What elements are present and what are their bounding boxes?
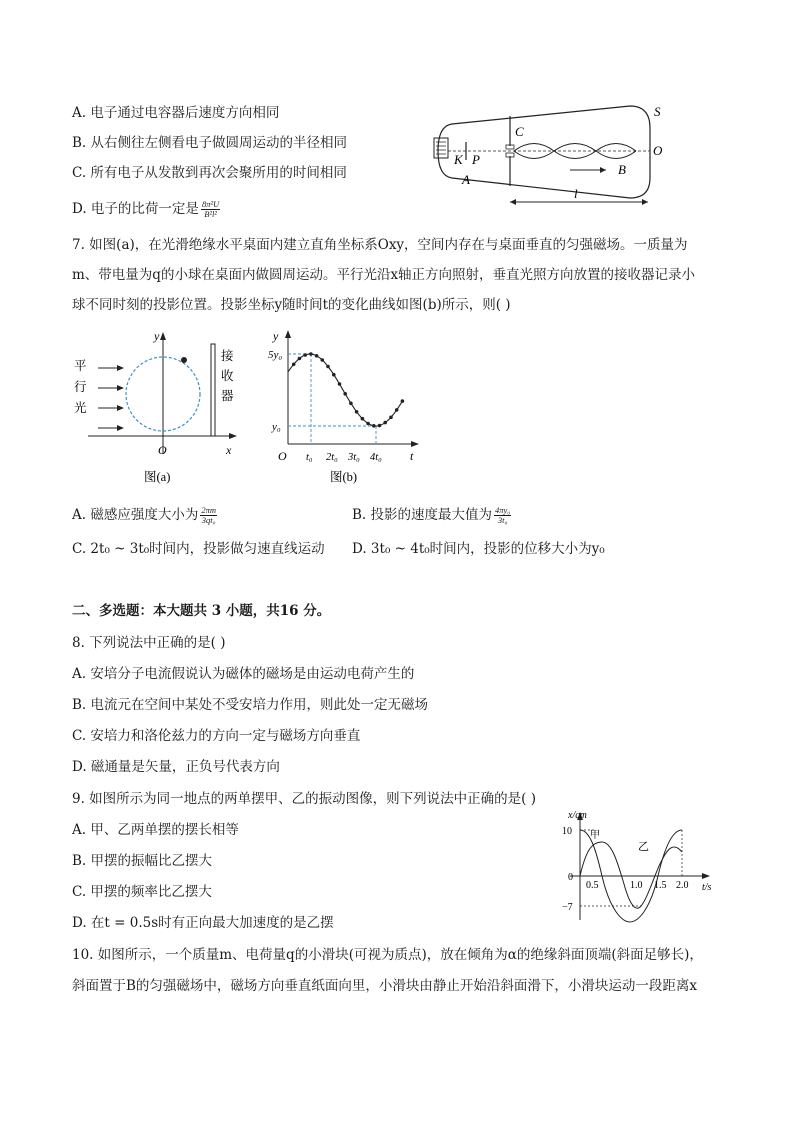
fig-b-y-top: 5y₀	[268, 349, 283, 361]
projection-point	[332, 373, 336, 377]
cathode-k	[434, 138, 448, 158]
electron-beam-lower	[514, 151, 636, 159]
fig9-label-yi: 乙	[638, 841, 649, 853]
fig-b-tick-1: t₀	[306, 452, 313, 463]
q6-option-d	[72, 200, 220, 219]
q7-option-b-fraction	[494, 506, 511, 525]
projection-point	[372, 424, 376, 428]
q9-option-a: A. 甲、乙两单摆的摆长相等	[72, 822, 239, 838]
fig-b-tick-4: 4t₀	[370, 452, 382, 463]
projection-point	[309, 352, 313, 356]
receiver-label-3: 器	[221, 389, 234, 403]
fig9-t-tick-3: 1.5	[654, 880, 667, 891]
ball	[181, 357, 187, 363]
q6-option-d-fraction	[201, 200, 220, 219]
q6-electron-tube-figure	[420, 98, 670, 218]
label-k: K	[454, 152, 463, 167]
fig9-y-label: x/cm	[568, 810, 587, 821]
q7-figure-a	[68, 326, 248, 491]
projection-point	[366, 422, 370, 426]
light-label-3: 光	[74, 401, 87, 415]
electron-beam-upper	[514, 144, 636, 152]
q9-option-d: D. 在t = 0.5s时有正向最大加速度的是乙摆	[72, 915, 334, 931]
fraction-numerator: 8π²U	[201, 199, 220, 209]
projection-point	[383, 421, 387, 425]
light-label-2: 行	[74, 380, 87, 394]
q8-option-c: C. 安培力和洛伦兹力的方向一定与磁场方向垂直	[72, 728, 361, 744]
q7-option-a-fraction	[200, 506, 217, 525]
q6-option-a: A. 电子通过电容器后速度方向相同	[72, 105, 280, 121]
q7-stem-line2: m、带电量为q的小球在桌面内做圆周运动。平行光沿x轴正方向照射，垂直光照方向放置的接收器记录小	[72, 267, 696, 283]
projection-point	[361, 417, 365, 421]
q6-option-d-text: D. 电子的比荷一定是	[72, 201, 199, 217]
label-a: A	[462, 172, 470, 187]
fig-b-y-bottom: y₀	[272, 421, 281, 433]
q7-option-b	[352, 506, 511, 525]
q8-option-a: A. 安培分子电流假说认为磁体的磁场是由运动电荷产生的	[72, 666, 415, 682]
receiver-label-2: 收	[221, 369, 234, 383]
q10-stem-line2: 斜面置于B的匀强磁场中，磁场方向垂直纸面向里，小滑块由静止开始沿斜面滑下，小滑块运动一段距离x	[72, 978, 698, 994]
label-b: B	[618, 162, 626, 177]
fig9-t-label: t/s	[702, 882, 712, 893]
fraction-denominator: 3t₀	[497, 515, 508, 525]
fig-b-origin: O	[278, 449, 287, 463]
fraction-denominator: B²l²	[204, 209, 217, 219]
q9-option-c: C. 甲摆的频率比乙摆大	[72, 884, 212, 900]
q7-option-a	[72, 506, 217, 525]
projection-point	[303, 353, 307, 357]
q8-option-b: B. 电流元在空间中某处不受安培力作用，则此处一定无磁场	[72, 697, 429, 713]
q6-option-b: B. 从右侧往左侧看电子做圆周运动的半径相同	[72, 135, 348, 151]
projection-point	[343, 392, 347, 396]
fraction-numerator: 2πm	[201, 505, 216, 515]
projection-point	[298, 357, 302, 361]
projection-point	[326, 365, 330, 369]
q7-option-c: C. 2t₀ ~ 3t₀时间内，投影做匀速直线运动	[72, 541, 325, 557]
label-o: O	[653, 143, 663, 158]
fig9-y-tick-10: 10	[562, 826, 572, 837]
fig-b-tick-2: 2t₀	[326, 452, 338, 463]
fig-b-y-label: y	[273, 329, 279, 343]
q6-option-c: C. 所有电子从发散到再次会聚所用的时间相同	[72, 165, 347, 181]
receiver-plate	[211, 344, 215, 436]
q10-stem-line1: 10. 如图所示，一个质量m、电荷量q的小滑块(可视为质点)，放在倾角为α的绝缘斜面顶端(斜面足够长)，	[72, 947, 703, 963]
projection-point	[349, 402, 353, 406]
fig9-t-tick-2: 1.0	[630, 880, 643, 891]
q7-stem-line3: 球不同时刻的投影位置。投影坐标y随时间t的变化曲线如图(b)所示，则( )	[72, 297, 511, 313]
q8-option-d: D. 磁通量是矢量，正负号代表方向	[72, 759, 280, 775]
q7-figure-b	[270, 326, 430, 491]
projection-curve-line	[288, 354, 402, 426]
projection-point	[355, 410, 359, 414]
receiver-label-1: 接	[221, 349, 234, 363]
fig9-origin: 0	[568, 872, 573, 883]
label-c: C	[515, 124, 524, 139]
q8-stem: 8. 下列说法中正确的是( )	[72, 635, 226, 651]
fig-b-caption: 图(b)	[330, 470, 358, 484]
projection-point	[315, 354, 319, 358]
projection-point	[321, 358, 325, 362]
fig9-y-tick-neg7: −7	[562, 902, 573, 913]
q9-option-b: B. 甲摆的振幅比乙摆大	[72, 853, 213, 869]
label-p: P	[472, 152, 480, 167]
fig-b-tick-3: 3t₀	[348, 452, 360, 463]
projection-point	[292, 363, 296, 367]
fig9-t-tick-4: 2.0	[676, 880, 689, 891]
projection-point	[378, 424, 382, 428]
fig9-t-tick-1: 0.5	[586, 880, 599, 891]
fig-a-x-label: x	[226, 443, 232, 457]
light-label-1: 平	[74, 359, 87, 373]
q7-option-b-text: B. 投影的速度最大值为	[352, 507, 493, 523]
projection-point	[395, 408, 399, 412]
fig-a-origin: O	[158, 443, 167, 457]
projection-point	[338, 382, 342, 386]
fig9-label-jia: 甲	[590, 830, 600, 841]
label-l: l	[574, 186, 578, 201]
q7-option-d: D. 3t₀ ~ 4t₀时间内，投影的位移大小为y₀	[352, 541, 605, 557]
projection-point	[389, 416, 393, 420]
fraction-denominator: 3qt₀	[201, 515, 216, 525]
q9-stem: 9. 如图所示为同一地点的两单摆甲、乙的振动图像，则下列说法中正确的是( )	[72, 791, 536, 807]
q7-stem-line1: 7. 如图(a)，在光滑绝缘水平桌面内建立直角坐标系Oxy，空间内存在与桌面垂直的匀强磁场。一质量为	[72, 237, 688, 253]
projection-curve	[288, 352, 404, 427]
projection-point	[401, 399, 405, 403]
fraction-numerator: 4πy₀	[495, 505, 511, 515]
section-heading: 二、多选题：本大题共 3 小题，共16 分。	[72, 603, 331, 619]
fig-a-caption: 图(a)	[144, 470, 171, 484]
label-s: S	[654, 104, 661, 119]
fig-b-t-label: t	[410, 449, 414, 463]
q7-option-a-text: A. 磁感应强度大小为	[72, 507, 199, 523]
q9-oscillation-figure	[556, 808, 726, 928]
fig-a-y-label: y	[154, 329, 160, 343]
